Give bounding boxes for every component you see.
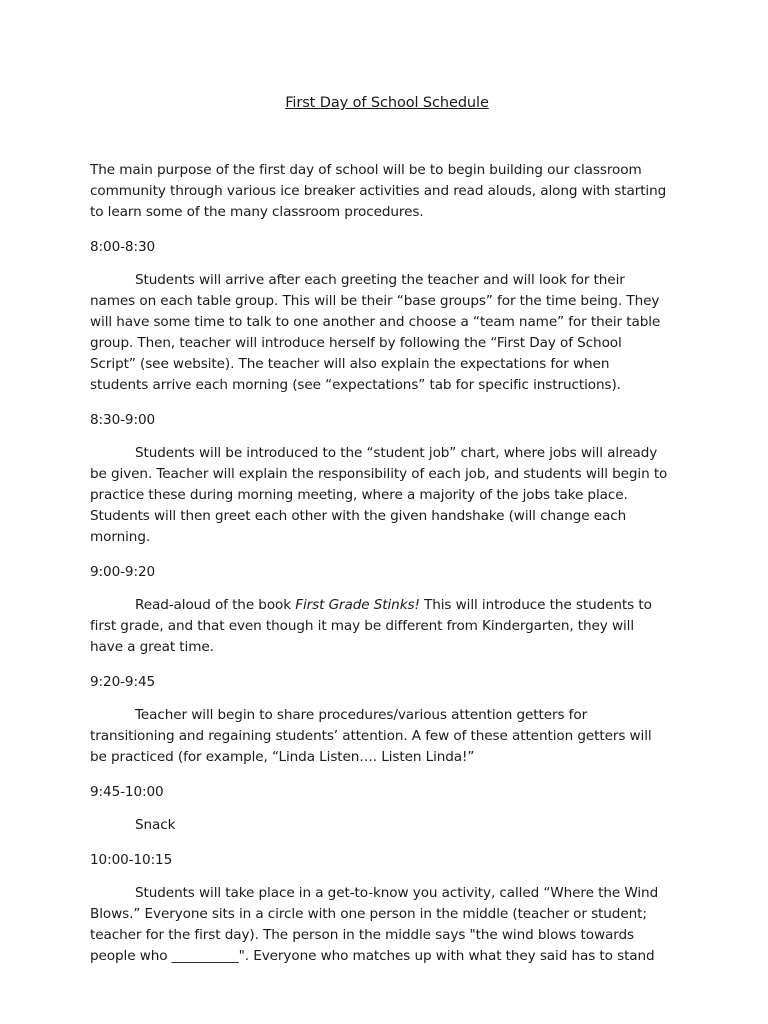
schedule-paragraph: Students will be introduced to the “student job” chart, where jobs will already be given. Teacher will explain the responsibility of each job, and students will begin to practice these during morning meeting, where a majority of the jobs take place. Students will then greet each other with the given handshake (will change each morning. <box>90 445 668 545</box>
time-slot-label: 9:20-9:45 <box>90 674 156 690</box>
document-title: First Day of School Schedule <box>285 95 489 111</box>
time-slot-label: 9:45-10:00 <box>90 784 164 800</box>
intro-paragraph: The main purpose of the first day of school will be to begin building our classroom community through various ice breaker activities and read alouds, along with starting to learn some of the many classroom procedures. <box>90 162 667 220</box>
time-slot-label: 9:00-9:20 <box>90 564 156 580</box>
paragraph-text: This will introduce the students to first grade, and that even though it may be different from Kindergarten, they will have a great time. <box>90 597 652 655</box>
schedule-paragraph: Students will arrive after each greeting the teacher and will look for their names on each table group. This will be their “base groups” for the time being. They will have some time to talk to one another and choose a “team name” for their table group. Then, teacher will introduce herself by following the “First Day of School Script” (see website). The teacher will also explain the expectations for when students arrive each morning (see “expectations” tab for specific instructions). <box>90 272 661 393</box>
schedule-paragraph: Snack <box>135 817 176 833</box>
time-slot-label: 8:30-9:00 <box>90 412 156 428</box>
time-slot-label: 10:00-10:15 <box>90 852 173 868</box>
book-title: First Grade Stinks! <box>295 597 420 613</box>
paragraph-text: Read-aloud of the book <box>135 597 296 613</box>
schedule-paragraph: Students will take place in a get-to-know you activity, called “Where the Wind Blows.” Everyone sits in a circle with one person in the middle (teacher or student; teacher for the first day). The person in the middle says "the wind blows towards people who __________". Everyone who matches up with what they said has to stand <box>90 885 659 964</box>
schedule-paragraph <box>90 595 668 658</box>
time-slot-label: 8:00-8:30 <box>90 239 156 255</box>
schedule-paragraph: Teacher will begin to share procedures/various attention getters for transitioning and regaining students’ attention. A few of these attention getters will be practiced (for example, “Linda Listen…. Listen Linda!” <box>90 707 652 765</box>
